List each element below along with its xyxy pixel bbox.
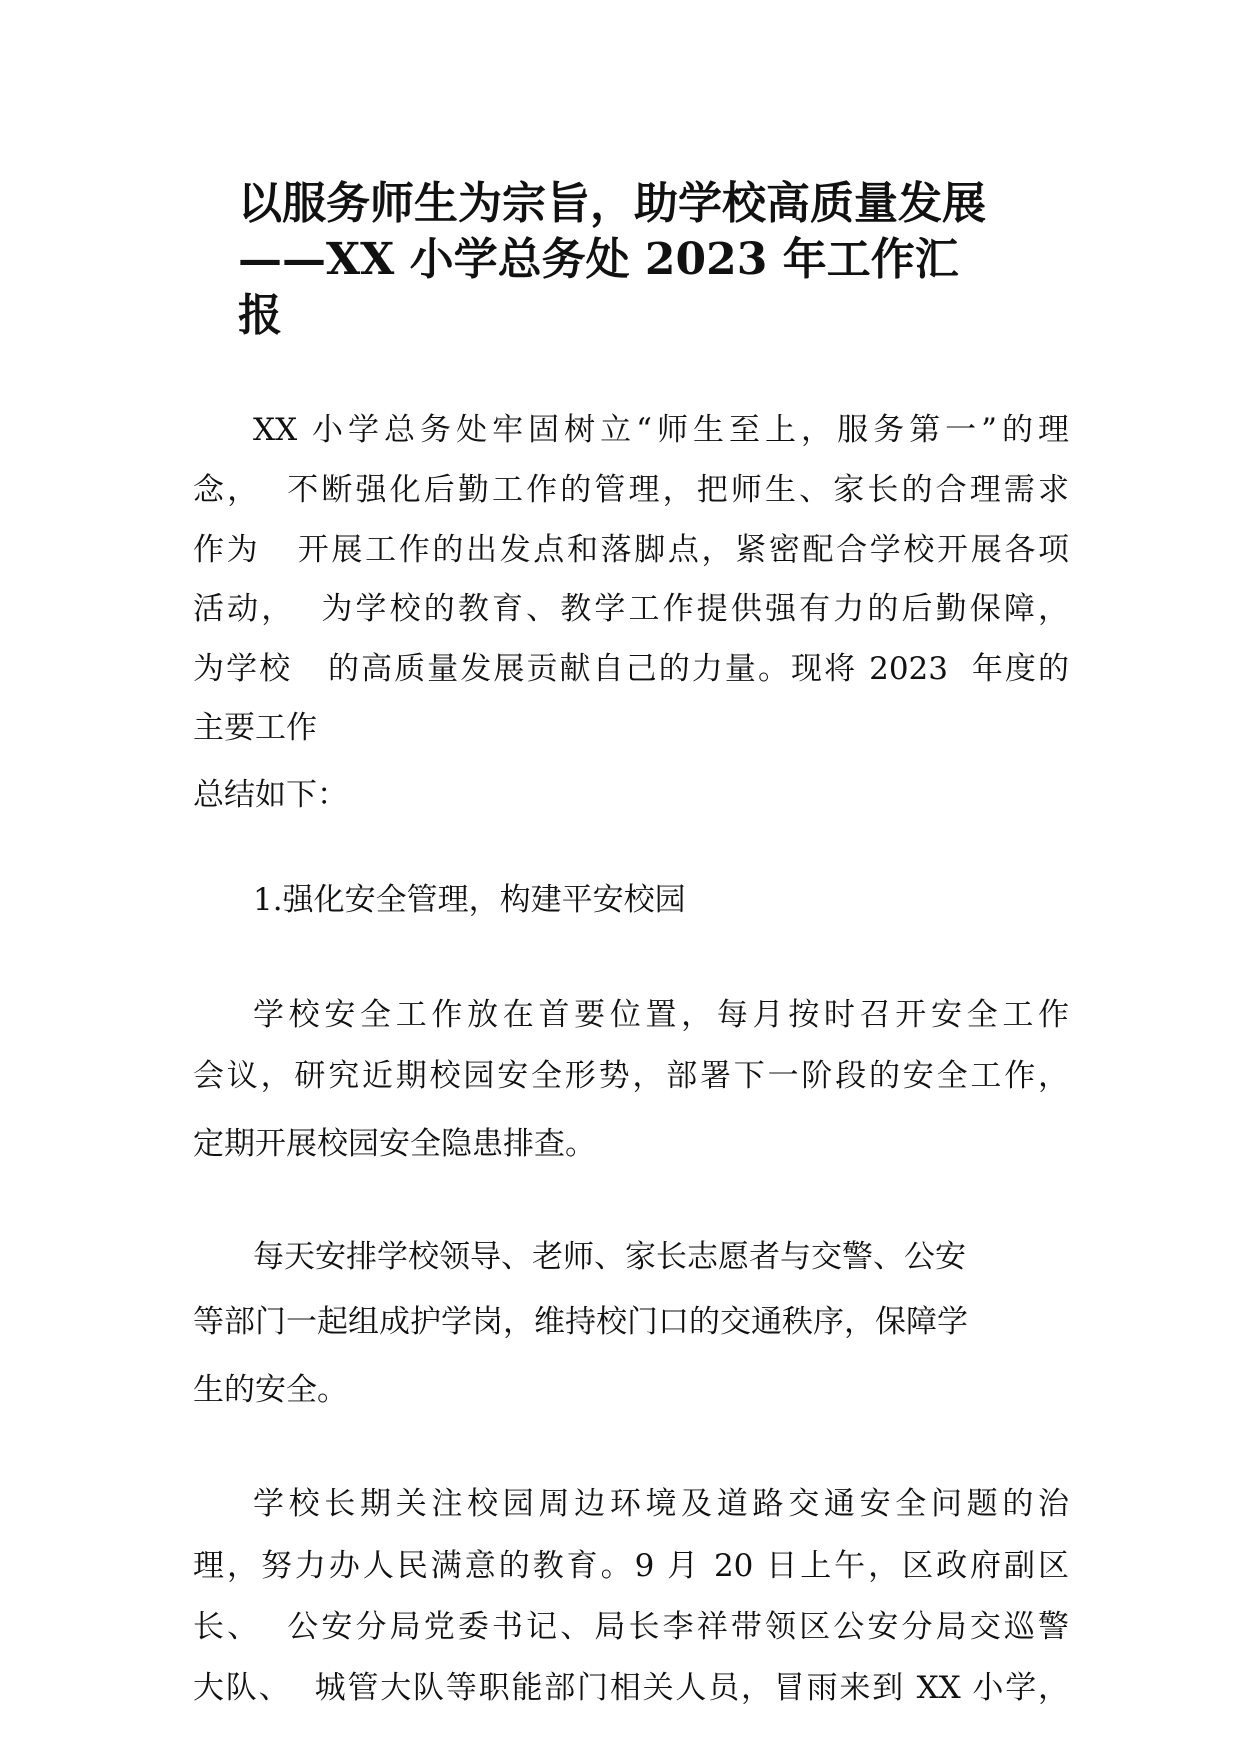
para2-line-1: 每天安排学校领导、老师、家长志愿者与交警、公安	[253, 1239, 966, 1275]
para3-line-4: 大队、 城管大队等职能部门相关人员，冒雨来到 XX 小学，	[193, 1670, 1069, 1706]
document-title	[238, 176, 1038, 344]
para1-line-2: 会议，研究近期校园安全形势，部署下一阶段的安全工作，	[193, 1058, 1069, 1094]
para2-line-3: 生的安全。	[193, 1372, 348, 1408]
title-line-3: 报	[238, 290, 282, 341]
intro-line-3: 作为 开展工作的出发点和落脚点，紧密配合学校开展各项	[193, 532, 1069, 568]
para1-line-1: 学校安全工作放在首要位置，每月按时召开安全工作	[253, 997, 1069, 1033]
section-heading-1: 1.强化安全管理，构建平安校园	[253, 882, 686, 918]
title-line-2: ——XX 小学总务处 2023 年工作汇	[238, 234, 959, 285]
para2-line-2: 等部门一起组成护学岗，维持校门口的交通秩序，保障学	[193, 1304, 968, 1340]
para3-line-2: 理，努力办人民满意的教育。9 月 20 日上午，区政府副区	[193, 1548, 1069, 1584]
intro-line-6: 主要工作	[193, 710, 317, 746]
intro-line-7: 总结如下：	[193, 777, 348, 813]
intro-line-1: XX 小学总务处牢固树立“师生至上，服务第一”的理	[253, 412, 1069, 448]
intro-line-5: 为学校 的高质量发展贡献自己的力量。现将 2023 年度的	[193, 651, 1069, 687]
para3-line-3: 长、 公安分局党委书记、局长李祥带领区公安分局交巡警	[193, 1609, 1069, 1645]
para1-line-3: 定期开展校园安全隐患排查。	[193, 1126, 596, 1162]
para3-line-1: 学校长期关注校园周边环境及道路交通安全问题的治	[253, 1486, 1069, 1522]
intro-line-2: 念， 不断强化后勤工作的管理，把师生、家长的合理需求	[193, 472, 1069, 508]
intro-line-4: 活动， 为学校的教育、教学工作提供强有力的后勤保障，	[193, 591, 1069, 627]
title-line-1: 以服务师生为宗旨，助学校高质量发展	[238, 178, 986, 229]
